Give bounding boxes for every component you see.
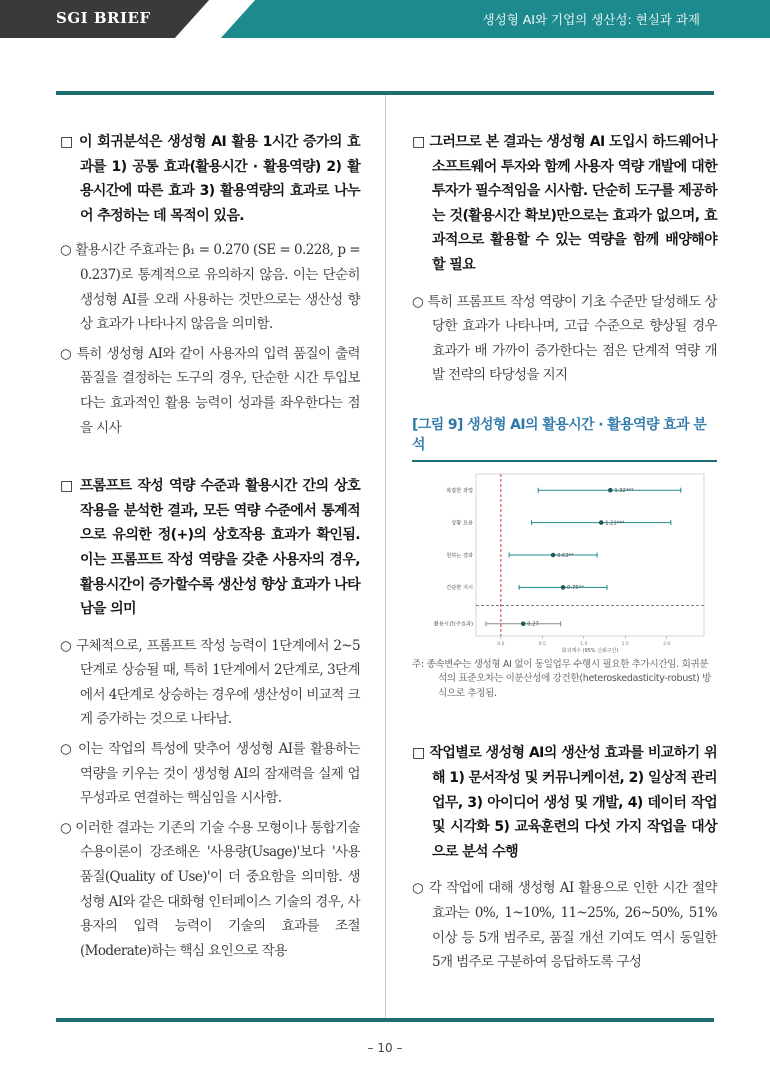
circle-bullet-paragraph: ○ 이러한 결과는 기존의 기술 수용 모형이나 통합기술수용이론이 강조해온 '사용량(Usage)'보다 '사용 품질(Quality of Use)'이 더 중요함을 의미함. 생성형 AI와 같은 대화형 인터페이스 기술의 경우, 사용자의 입력 능력이 기술의 효과를 조절(Moderate)하는 핵심 요인으로 작용 <box>60 819 360 959</box>
square-bullet-paragraph: □ 이 회귀분석은 생성형 AI 활용 1시간 증가의 효과를 1) 공통 효과(활용시간 · 활용역량) 2) 활용시간에 따른 효과 3) 활용역량의 효과로 나누어 추정하는 데 목적이 있음. <box>60 134 360 224</box>
circle-bullet-paragraph: ○ 활용시간 주효과는 β₁ = 0.270 (SE = 0.228, p = 0.237)로 통계적으로 유의하지 않음. 이는 단순히 생성형 AI를 오래 사용하는 것만으로는 생산성 향상 효과가 나타나지 않음을 의미함. <box>60 242 361 333</box>
category-label: 복잡한 과업 <box>446 487 473 494</box>
page-header <box>0 0 770 38</box>
estimate-label: 0.75** <box>567 585 584 592</box>
note-text: 종속변수는 생성형 AI 없이 동일업무 수행시 필요한 추가시간임. 회귀분석의 표준오차는 이분산성에 강건한(heteroskedasticity-robust) 방식으로 추정됨. <box>426 658 711 699</box>
point-estimate <box>561 585 566 590</box>
forest-plot <box>412 466 712 656</box>
figure-title: [그림 9] 생성형 AI의 활용시간 · 활용역량 효과 분석 <box>412 414 717 462</box>
brand-logo: SGI BRIEF <box>56 9 151 27</box>
estimate-label: 1.32*** <box>614 487 634 494</box>
point-estimate <box>599 520 604 525</box>
x-tick-label: 2.0 <box>663 641 671 647</box>
category-label: 간단한 지시 <box>446 585 473 592</box>
estimate-label: 0.63** <box>557 552 574 559</box>
column-divider <box>385 95 386 1018</box>
point-estimate <box>551 553 556 558</box>
point-estimate <box>521 621 526 626</box>
square-bullet-paragraph: □ 그러므로 본 결과는 생성형 AI 도입시 하드웨어나 소프트웨어 투자와 함께 사용자 역량 개발에 대한 투자가 필수적임을 시사함. 단순히 도구를 제공하는 것(활용시간 확보)만으로는 효과가 없으며, 효과적으로 활용할 수 있는 역량을 함께 배양해야 할 필요 <box>412 134 718 273</box>
square-bullet-paragraph: □ 프롬프트 작성 역량 수준과 활용시간 간의 상호작용을 분석한 결과, 모든 역량 수준에서 통계적으로 유의한 정(+)의 상호작용 효과가 확인됨. 이는 프롬프트 작성 역량을 갖춘 사용자의 경우, 활용시간이 증가할수록 생산성 향상 효과가 나타남을 의미 <box>60 478 360 618</box>
category-label: 활용시간(주효과) <box>433 621 473 628</box>
x-tick-label: 1.5 <box>621 641 629 647</box>
square-bullet-paragraph: □ 작업별로 생성형 AI의 생산성 효과를 비교하기 위해 1) 문서작성 및 커뮤니케이션, 2) 일상적 관리 업무, 3) 아이디어 생성 및 개발, 4) 데이터 작업 및 시각화 5) 교육훈련의 다섯 가지 작업을 대상으로 분석 수행 <box>412 745 718 860</box>
figure-note <box>412 658 717 702</box>
x-tick-label: 1.0 <box>580 641 588 647</box>
x-tick-label: 0.0 <box>497 641 505 647</box>
point-estimate <box>608 488 613 493</box>
category-label: 상황 묘용 <box>451 520 473 527</box>
circle-bullet-paragraph: ○ 특히 프롬프트 작성 역량이 기초 수준만 달성해도 상당한 효과가 나타나며, 고급 수준으로 향상될 경우 효과가 배 가까이 증가한다는 점은 단계적 역량 개발 전략의 타당성을 지지 <box>412 293 717 384</box>
left-column <box>60 130 360 963</box>
x-tick-label: 0.5 <box>538 641 546 647</box>
circle-bullet-paragraph: ○ 특히 생성형 AI와 같이 사용자의 입력 품질이 출력 품질을 결정하는 도구의 경우, 단순한 시간 투입보다는 효과적인 활용 능력이 성과를 좌우한다는 점을 시사 <box>60 345 360 436</box>
note-label: 주: <box>412 658 424 670</box>
figure <box>412 414 717 702</box>
x-axis-label: 회귀계수 (95% 신뢰구간) <box>561 647 619 654</box>
circle-bullet-paragraph: ○ 이는 작업의 특성에 맞추어 생성형 AI를 활용하는 역량을 키우는 것이 생성형 AI의 잠재력을 실제 업무성과로 연결하는 핵심임을 시사함. <box>60 741 360 807</box>
category-label: 원하는 결과 <box>446 552 473 559</box>
header-title: 생성형 AI와 기업의 생산성: 현실과 과제 <box>482 12 700 27</box>
page-number: – 10 – <box>367 1041 403 1055</box>
right-column <box>412 130 717 975</box>
circle-bullet-paragraph: ○ 각 작업에 대해 생성형 AI 활용으로 인한 시간 절약 효과는 0%, 1~10%, 11~25%, 26~50%, 51% 이상 등 5개 범주로, 품질 개선 기여도 역시 동일한 5개 범주로 구분하여 응답하도록 구성 <box>412 880 717 971</box>
estimate-label: 1.21*** <box>605 520 625 527</box>
estimate-label: 0.27 <box>527 621 539 628</box>
circle-bullet-paragraph: ○ 구체적으로, 프롬프트 작성 능력이 1단계에서 2~5단계로 상승될 때, 특히 1단계에서 2단계로, 3단계에서 4단계로 상승하는 경우에 생산성이 비교적 크게 증가하는 것으로 나타남. <box>60 637 361 728</box>
bottom-rule <box>56 1018 714 1022</box>
